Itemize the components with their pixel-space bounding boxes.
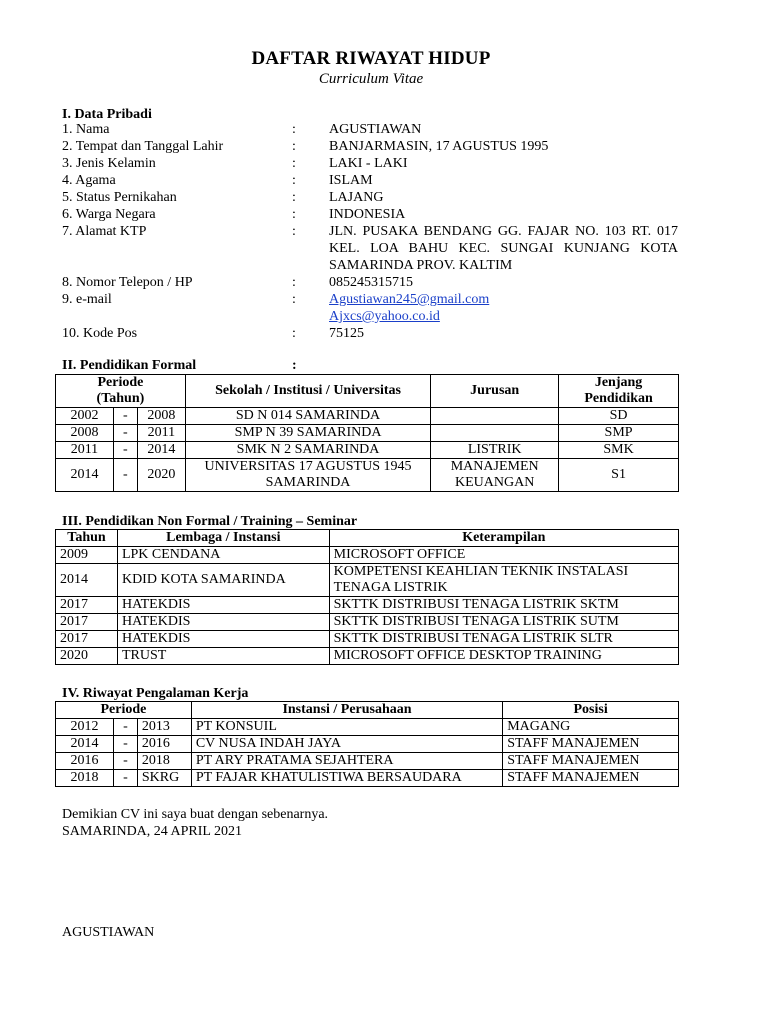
header-school: Sekolah / Institusi / Universitas xyxy=(185,375,430,408)
field-label: 8. Nomor Telepon / HP xyxy=(62,275,193,290)
training-skill: SKTTK DISTRIBUSI TENAGA LISTRIK SLTR xyxy=(329,631,678,648)
table-row xyxy=(56,614,679,631)
email-link-yahoo[interactable]: Ajxcs@yahoo.co.id xyxy=(329,309,440,324)
section-heading-nonformal: III. Pendidikan Non Formal / Training – Seminar xyxy=(62,514,358,529)
field-label: 1. Nama xyxy=(62,122,110,137)
major: MANAJEMEN KEUANGAN xyxy=(431,459,559,492)
table-row xyxy=(56,631,679,648)
place-and-date: SAMARINDA, 24 APRIL 2021 xyxy=(62,824,242,839)
personal-row-phone xyxy=(62,274,682,291)
field-value: INDONESIA xyxy=(329,207,406,222)
email-values xyxy=(329,291,682,325)
training-institution: HATEKDIS xyxy=(117,597,329,614)
field-value: 75125 xyxy=(329,326,364,341)
header-level-line2: Pendidikan xyxy=(584,391,653,406)
field-colon: : xyxy=(292,292,296,307)
field-value: AGUSTIAWAN xyxy=(329,122,422,137)
header-company: Instansi / Perusahaan xyxy=(191,702,502,719)
training-skill: SKTTK DISTRIBUSI TENAGA LISTRIK SUTM xyxy=(329,614,678,631)
period-to: 2016 xyxy=(137,736,191,753)
personal-row-citizenship xyxy=(62,206,682,223)
table-header-row xyxy=(56,702,679,719)
training-skill: KOMPETENSI KEAHLIAN TEKNIK INSTALASI TENAGA LISTRIK xyxy=(329,564,678,597)
personal-row-marital xyxy=(62,189,682,206)
field-value: BANJARMASIN, 17 AGUSTUS 1995 xyxy=(329,139,549,154)
period-to: 2013 xyxy=(137,719,191,736)
table-row xyxy=(56,547,679,564)
education-level: SMP xyxy=(559,425,679,442)
personal-row-name xyxy=(62,121,682,138)
period-dash: - xyxy=(113,425,137,442)
personal-data-list xyxy=(62,121,682,342)
period-from: 2011 xyxy=(56,442,114,459)
period-to: 2020 xyxy=(137,459,185,492)
header-period-line2: (Tahun) xyxy=(96,391,145,406)
training-institution: LPK CENDANA xyxy=(117,547,329,564)
training-institution: KDID KOTA SAMARINDA xyxy=(117,564,329,597)
period-dash: - xyxy=(113,719,137,736)
education-level: SD xyxy=(559,408,679,425)
company-name: PT KONSUIL xyxy=(191,719,502,736)
training-skill: MICROSOFT OFFICE DESKTOP TRAINING xyxy=(329,648,678,665)
training-skill: MICROSOFT OFFICE xyxy=(329,547,678,564)
closing-statement: Demikian CV ini saya buat dengan sebenarnya. xyxy=(62,807,329,822)
field-colon: : xyxy=(292,173,296,188)
field-value: JLN. PUSAKA BENDANG GG. FAJAR NO. 103 RT. 017 KEL. LOA BAHU KEC. SUNGAI KUNJANG KOTA SAMARINDA PROV. KALTIM xyxy=(329,224,678,273)
field-label: 7. Alamat KTP xyxy=(62,224,147,239)
header-skill: Keterampilan xyxy=(329,530,678,547)
table-row xyxy=(56,442,679,459)
major xyxy=(431,425,559,442)
table-row xyxy=(56,736,679,753)
period-from: 2016 xyxy=(56,753,114,770)
header-institution: Lembaga / Instansi xyxy=(117,530,329,547)
period-from: 2012 xyxy=(56,719,114,736)
table-header-row xyxy=(56,530,679,547)
table-row xyxy=(56,425,679,442)
period-dash: - xyxy=(113,753,137,770)
period-to: 2018 xyxy=(137,753,191,770)
training-year: 2014 xyxy=(56,564,118,597)
period-dash: - xyxy=(113,442,137,459)
table-header-row xyxy=(56,375,679,408)
table-row xyxy=(56,597,679,614)
field-label: 5. Status Pernikahan xyxy=(62,190,177,205)
position: STAFF MANAJEMEN xyxy=(503,770,679,787)
header-period xyxy=(56,375,186,408)
field-label: 4. Agama xyxy=(62,173,116,188)
section-heading-formal-education xyxy=(62,357,297,374)
table-row xyxy=(56,408,679,425)
period-dash: - xyxy=(113,408,137,425)
table-row xyxy=(56,753,679,770)
field-label: 6. Warga Negara xyxy=(62,207,156,222)
header-level xyxy=(559,375,679,408)
email-link-gmail[interactable]: Agustiawan245@gmail.com xyxy=(329,292,490,307)
field-colon: : xyxy=(292,326,296,341)
school-name: UNIVERSITAS 17 AGUSTUS 1945 SAMARINDA xyxy=(185,459,430,492)
period-from: 2002 xyxy=(56,408,114,425)
school-name: SMK N 2 SAMARINDA xyxy=(185,442,430,459)
table-row xyxy=(56,770,679,787)
education-level: S1 xyxy=(559,459,679,492)
table-row xyxy=(56,719,679,736)
header-year: Tahun xyxy=(56,530,118,547)
section-heading-personal: I. Data Pribadi xyxy=(62,107,152,122)
header-period-line1: Periode xyxy=(97,375,144,390)
document-title: DAFTAR RIWAYAT HIDUP xyxy=(251,48,491,69)
position: STAFF MANAJEMEN xyxy=(503,753,679,770)
school-name: SD N 014 SAMARINDA xyxy=(185,408,430,425)
education-level: SMK xyxy=(559,442,679,459)
field-value: LAJANG xyxy=(329,190,384,205)
section-heading-colon: : xyxy=(292,358,297,373)
document-subtitle: Curriculum Vitae xyxy=(318,71,424,87)
field-label: 2. Tempat dan Tanggal Lahir xyxy=(62,139,224,154)
period-from: 2018 xyxy=(56,770,114,787)
signature-name: AGUSTIAWAN xyxy=(62,925,155,940)
training-skill: SKTTK DISTRIBUSI TENAGA LISTRIK SKTM xyxy=(329,597,678,614)
field-label: 9. e-mail xyxy=(62,292,112,307)
company-name: PT ARY PRATAMA SEJAHTERA xyxy=(191,753,502,770)
training-year: 2017 xyxy=(56,614,118,631)
formal-education-table xyxy=(55,374,679,492)
header-position: Posisi xyxy=(503,702,679,719)
training-year: 2017 xyxy=(56,631,118,648)
header-major: Jurusan xyxy=(431,375,559,408)
training-year: 2020 xyxy=(56,648,118,665)
major: LISTRIK xyxy=(431,442,559,459)
table-row xyxy=(56,564,679,597)
period-to: SKRG xyxy=(137,770,191,787)
table-row xyxy=(56,459,679,492)
field-colon: : xyxy=(292,122,296,137)
nonformal-training-table xyxy=(55,529,679,665)
company-name: CV NUSA INDAH JAYA xyxy=(191,736,502,753)
personal-row-address xyxy=(62,223,682,274)
training-institution: TRUST xyxy=(117,648,329,665)
field-colon: : xyxy=(292,224,296,239)
training-institution: HATEKDIS xyxy=(117,614,329,631)
header-level-line1: Jenjang xyxy=(594,375,643,390)
major xyxy=(431,408,559,425)
position: STAFF MANAJEMEN xyxy=(503,736,679,753)
period-dash: - xyxy=(113,736,137,753)
field-value: ISLAM xyxy=(329,173,373,188)
period-to: 2008 xyxy=(137,408,185,425)
field-label: 10. Kode Pos xyxy=(62,326,138,341)
period-from: 2014 xyxy=(56,736,114,753)
training-year: 2009 xyxy=(56,547,118,564)
personal-row-religion xyxy=(62,172,682,189)
period-dash: - xyxy=(113,770,137,787)
personal-row-email xyxy=(62,291,682,325)
period-from: 2014 xyxy=(56,459,114,492)
company-name: PT FAJAR KHATULISTIWA BERSAUDARA xyxy=(191,770,502,787)
personal-row-postal-code xyxy=(62,325,682,342)
training-institution: HATEKDIS xyxy=(117,631,329,648)
field-colon: : xyxy=(292,275,296,290)
position: MAGANG xyxy=(503,719,679,736)
field-label: 3. Jenis Kelamin xyxy=(62,156,156,171)
period-to: 2014 xyxy=(137,442,185,459)
field-colon: : xyxy=(292,190,296,205)
school-name: SMP N 39 SAMARINDA xyxy=(185,425,430,442)
period-to: 2011 xyxy=(137,425,185,442)
section-heading-work: IV. Riwayat Pengalaman Kerja xyxy=(62,686,249,701)
section-heading-text: II. Pendidikan Formal xyxy=(62,358,197,373)
field-value: 085245315715 xyxy=(329,275,413,290)
field-colon: : xyxy=(292,156,296,171)
personal-row-gender xyxy=(62,155,682,172)
period-dash: - xyxy=(113,459,137,492)
period-from: 2008 xyxy=(56,425,114,442)
header-period: Periode xyxy=(56,702,192,719)
work-experience-table xyxy=(55,701,679,787)
table-row xyxy=(56,648,679,665)
field-colon: : xyxy=(292,207,296,222)
personal-row-birth xyxy=(62,138,682,155)
field-colon: : xyxy=(292,139,296,154)
training-year: 2017 xyxy=(56,597,118,614)
field-value: LAKI - LAKI xyxy=(329,156,408,171)
